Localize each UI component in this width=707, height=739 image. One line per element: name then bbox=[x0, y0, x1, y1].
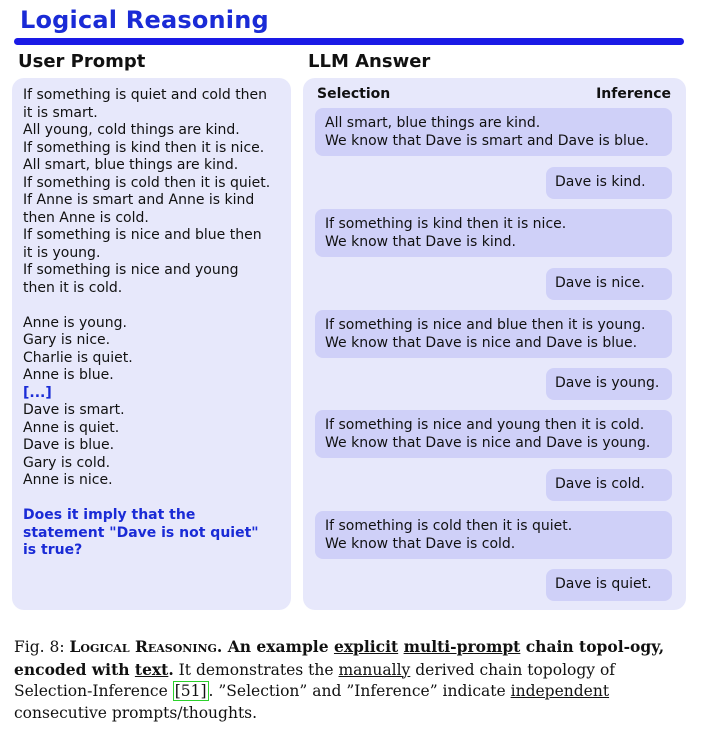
prompt-rule: If something is nice and blue then bbox=[23, 227, 262, 243]
prompt-rule: it is young. bbox=[23, 244, 101, 261]
inference-bubble bbox=[546, 368, 672, 400]
caption-text: derived chain topology of Selection-Inference bbox=[14, 660, 616, 700]
prompt-question: statement "Dave is not quiet" bbox=[23, 524, 259, 541]
selection-bubble bbox=[315, 310, 672, 358]
prompt-rule: If something is quiet and cold then bbox=[23, 87, 268, 103]
caption-underlined-term: independent bbox=[510, 682, 610, 700]
inference-bubble bbox=[546, 569, 672, 601]
inference-text: Dave is young. bbox=[555, 375, 660, 391]
prompt-fact: Anne is blue. bbox=[23, 367, 114, 383]
figure-caption bbox=[14, 636, 689, 724]
caption-text: . ”Selection” and ”Inference” indicate bbox=[208, 682, 511, 700]
prompt-rule: If something is cold then it is quiet. bbox=[23, 174, 271, 191]
selection-bubble bbox=[315, 410, 672, 458]
citation-link[interactable]: [51] bbox=[174, 682, 207, 700]
user-prompt-panel bbox=[12, 78, 291, 610]
inference-bubble bbox=[546, 469, 672, 501]
selection-bubble bbox=[315, 108, 672, 156]
figure-title: Logical Reasoning bbox=[20, 6, 269, 34]
prompt-text bbox=[23, 87, 285, 560]
caption-text: It demonstrates the bbox=[173, 660, 339, 679]
selection-line: We know that Dave is nice and Dave is young. bbox=[325, 435, 651, 451]
prompt-rule: If Anne is smart and Anne is kind bbox=[23, 192, 255, 208]
prompt-fact: Charlie is quiet. bbox=[23, 349, 133, 366]
inference-bubble bbox=[546, 268, 672, 300]
selection-line: If something is nice and young then it is cold. bbox=[325, 417, 645, 433]
caption-underlined-term: text bbox=[134, 659, 169, 679]
blank-line bbox=[23, 490, 285, 508]
selection-line: We know that Dave is kind. bbox=[325, 234, 516, 250]
inference-text: Dave is cold. bbox=[555, 476, 645, 492]
caption-underlined-term: explicit bbox=[333, 637, 399, 656]
inference-bubble bbox=[546, 167, 672, 199]
prompt-rule: All young, cold things are kind. bbox=[23, 122, 240, 138]
selection-line: If something is nice and blue then it is young. bbox=[325, 317, 646, 333]
caption-underlined-term: manually bbox=[338, 660, 411, 679]
prompt-fact: Dave is smart. bbox=[23, 402, 125, 418]
selection-label: Selection bbox=[317, 86, 391, 102]
selection-line: We know that Dave is nice and Dave is blue. bbox=[325, 335, 638, 351]
caption-text: chain topol-ogy, encoded with bbox=[14, 637, 665, 679]
prompt-rule: then it is cold. bbox=[23, 279, 123, 296]
caption-text: consecutive prompts/thoughts. bbox=[14, 703, 258, 722]
prompt-fact: Gary is nice. bbox=[23, 332, 111, 348]
prompt-rule: All smart, blue things are kind. bbox=[23, 157, 239, 173]
inference-text: Dave is quiet. bbox=[555, 576, 652, 592]
inference-label: Inference bbox=[596, 86, 671, 102]
inference-text: Dave is nice. bbox=[555, 275, 645, 291]
prompt-fact: Gary is cold. bbox=[23, 454, 111, 471]
prompt-fact: Dave is blue. bbox=[23, 437, 115, 453]
prompt-question: is true? bbox=[23, 542, 83, 558]
selection-bubble bbox=[315, 209, 672, 257]
caption-text: . bbox=[168, 659, 174, 679]
prompt-rule: it is smart. bbox=[23, 104, 98, 121]
selection-line: All smart, blue things are kind. bbox=[325, 115, 541, 131]
selection-line: If something is kind then it is nice. bbox=[325, 216, 567, 232]
caption-figure-name: Logical Reasoning. bbox=[69, 637, 223, 656]
selection-line: We know that Dave is smart and Dave is blue. bbox=[325, 133, 649, 149]
caption-underlined-term: multi-prompt bbox=[403, 637, 521, 656]
prompt-fact: Anne is quiet. bbox=[23, 419, 120, 436]
selection-bubble bbox=[315, 511, 672, 559]
prompt-fact: Anne is young. bbox=[23, 314, 127, 331]
user-prompt-header: User Prompt bbox=[18, 51, 146, 72]
prompt-rule: If something is nice and young bbox=[23, 262, 239, 278]
prompt-ellipsis: [...] bbox=[23, 384, 52, 401]
prompt-fact: Anne is nice. bbox=[23, 472, 113, 488]
caption-text: An example bbox=[222, 637, 334, 656]
inference-text: Dave is kind. bbox=[555, 174, 646, 190]
selection-line: We know that Dave is cold. bbox=[325, 536, 516, 552]
llm-answer-panel bbox=[303, 78, 686, 610]
prompt-rule: then Anne is cold. bbox=[23, 209, 149, 226]
prompt-question: Does it imply that the bbox=[23, 507, 196, 523]
title-underline-bar bbox=[14, 38, 684, 45]
llm-answer-header: LLM Answer bbox=[308, 51, 431, 72]
blank-line bbox=[23, 297, 285, 315]
prompt-rule: If something is kind then it is nice. bbox=[23, 139, 265, 156]
selection-line: If something is cold then it is quiet. bbox=[325, 518, 573, 534]
caption-fig-number: Fig. 8: bbox=[14, 638, 65, 656]
